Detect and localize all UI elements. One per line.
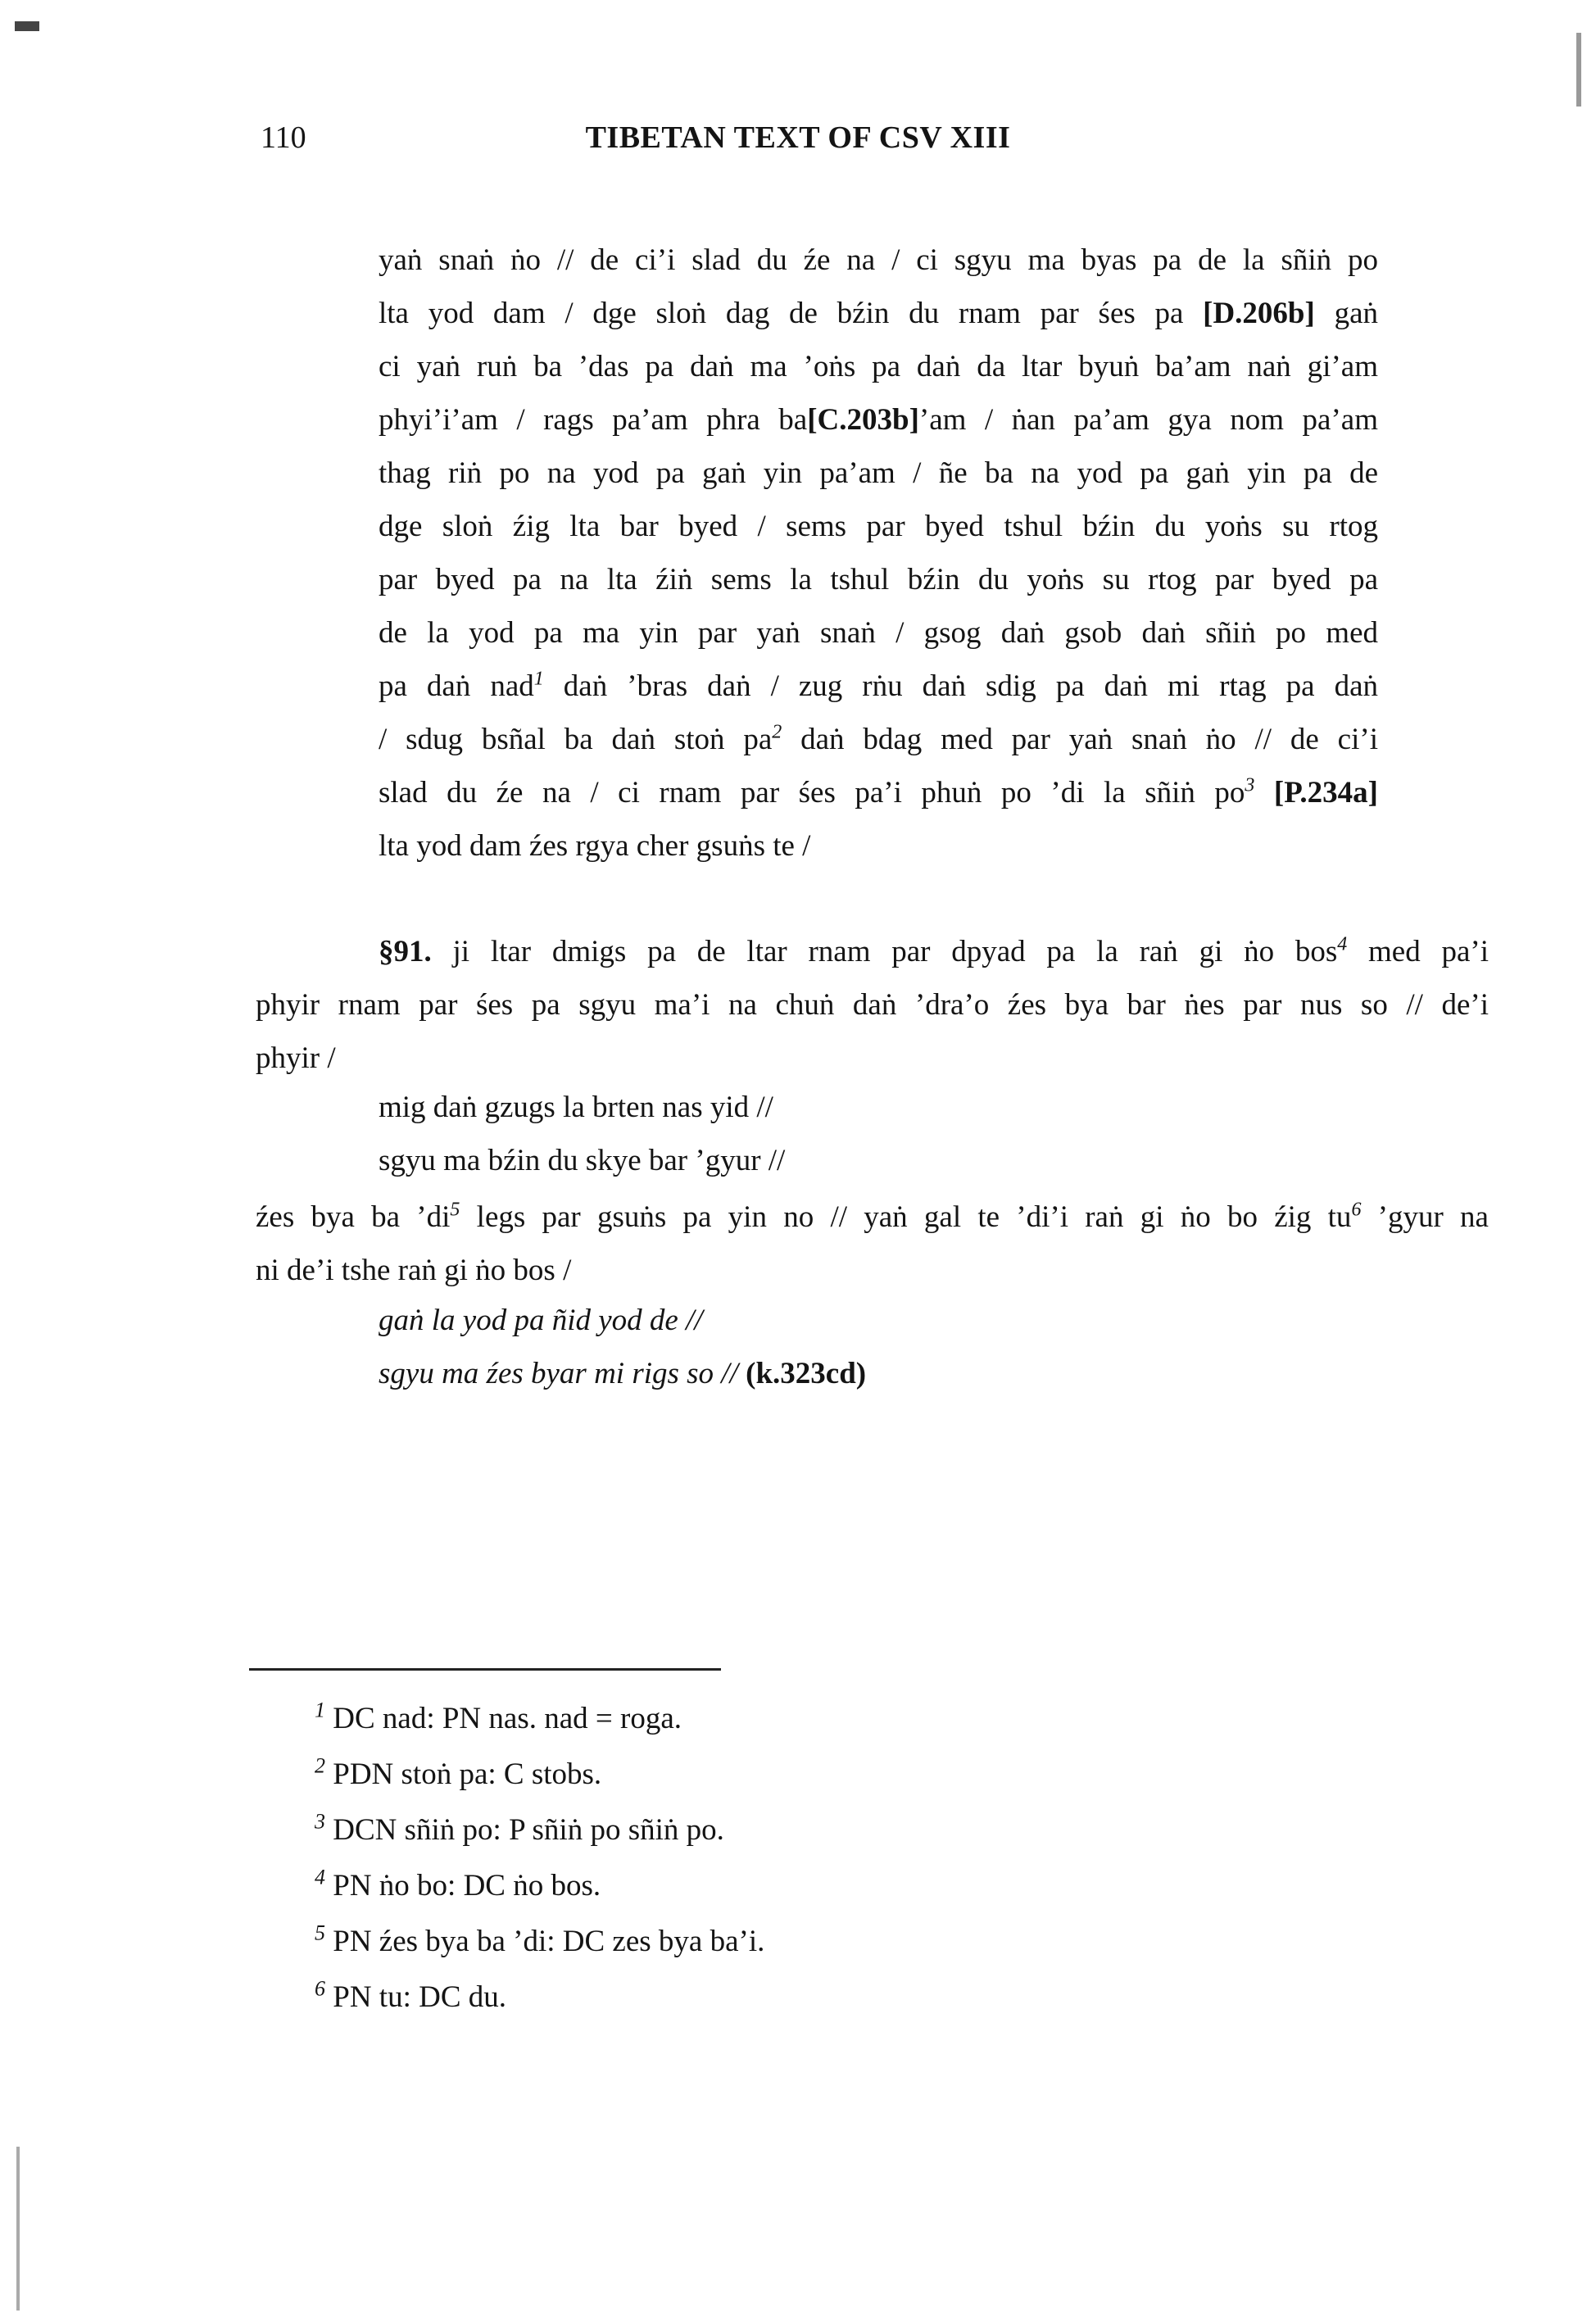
footnote-marker: 2 [772,721,782,743]
text-line: lta yod dam źes rgya cher gsuṅs te / [379,829,811,863]
text-line: phyir rnam par śes pa sgyu ma’i na chuṅ daṅ ’dra’o źes bya bar ṅes par nus so // de’i [256,988,1489,1022]
section-marker: §91. [379,935,432,968]
text-line: ci yaṅ ruṅ ba ’das pa daṅ ma ’oṅs pa daṅ da ltar byuṅ ba’am naṅ gi’am [379,350,1378,383]
verse-line: mig daṅ gzugs la brten nas yid // [379,1091,773,1124]
text-line: dge sloṅ źig lta bar byed / sems par byed tshul bźin du yoṅs su rtog [379,510,1378,543]
verse-line: sgyu ma bźin du skye bar ’gyur // [379,1144,786,1177]
folio-ref: [P.234a] [1254,776,1378,810]
footnote: $^4$ PN ṅo bo: DC ṅo bos. [315,1865,601,1902]
karika-reference: (k.323cd) [746,1357,867,1390]
karika-verse-line: gaṅ la yod pa ñid yod de // [379,1304,703,1337]
footnote: $^6$ PN tu: DC du. [315,1976,507,2014]
text-line: de la yod pa ma yin par yaṅ snaṅ / gsog daṅ gsob daṅ sñiṅ po med [379,616,1378,650]
text-line: ni de’i tshe raṅ gi ṅo bos / [256,1254,572,1287]
text-line: §91. ji ltar dmigs pa de ltar rnam par dpyad pa la raṅ gi ṅo bos$^4$ med pa’i [379,933,1489,968]
text-line: phyir / [256,1041,336,1075]
text-line: yaṅ snaṅ ṅo // de ci’i slad du źe na / ci sgyu ma byas pa de la sñiṅ po [379,243,1378,277]
text-line: phyi’i’am / rags pa’am phra ba[C.203b]’am / ṅan pa’am gya nom pa’am [379,403,1378,437]
text-line: par byed pa na lta źiṅ sems la tshul bźin du yoṅs su rtog par byed pa [379,563,1378,596]
footnote: $^3$ DCN sñiṅ po: P sñiṅ po sñiṅ po. [315,1809,724,1847]
text-line: slad du źe na / ci rnam par śes pa’i phuṅ po ’di la sñiṅ $po^3$ [P.234a] [379,774,1378,810]
footnote-marker: 3 [1245,774,1255,796]
karika-verse-line: sgyu ma źes byar mi rigs so // (k.323cd) [379,1357,867,1390]
footnote-number: 4 [315,1865,325,1889]
text-line: źes bya ba $’di^5$ legs par gsuṅs pa yin no // yaṅ gal te ’di’i raṅ gi ṅo bo źig $tu^6$ ’gyur na [256,1199,1489,1234]
footnote-marker: 5 [450,1199,460,1221]
text-line: pa daṅ nad$^1$ daṅ ’bras daṅ / zug rṅu daṅ sdig pa daṅ mi rtag pa daṅ [379,668,1378,703]
page-number: 110 [261,120,306,155]
text-line: / sdug bsñal ba daṅ stoṅ $pa^2$ daṅ bdag med par yaṅ snaṅ ṅo // de ci’i [379,721,1378,756]
footnote-number: 6 [315,1976,325,2001]
footnote-marker: 6 [1351,1199,1362,1221]
scan-mark [1576,33,1581,107]
footnote: $^2$ PDN stoṅ pa: C stobs. [315,1753,602,1791]
footnote-number: 3 [315,1809,325,1834]
folio-ref: [D.206b] [1203,297,1315,330]
footnote-number: 1 [315,1698,325,1722]
folio-ref: [C.203b] [807,403,919,437]
footnote-number: 5 [315,1921,325,1945]
scan-mark [15,21,39,31]
footnote-separator [249,1668,721,1671]
running-title: TIBETAN TEXT OF CSV XIII [585,120,1011,155]
text-line: thag riṅ po na yod pa gaṅ yin pa’am / ñe ba na yod pa gaṅ yin pa de [379,456,1378,490]
footnote: $^5$ PN źes bya ba ’di: DC zes bya ba’i. [315,1921,765,1958]
scan-mark [16,2147,20,2311]
text-line: lta yod dam / dge sloṅ dag de bźin du rnam par śes pa [D.206b] gaṅ [379,297,1378,330]
footnote-number: 2 [315,1753,325,1778]
footnote-marker: 4 [1337,933,1348,955]
footnote: $^1$ DC nad: PN nas. nad = roga. [315,1698,682,1735]
footnote-marker: 1 [533,668,544,690]
